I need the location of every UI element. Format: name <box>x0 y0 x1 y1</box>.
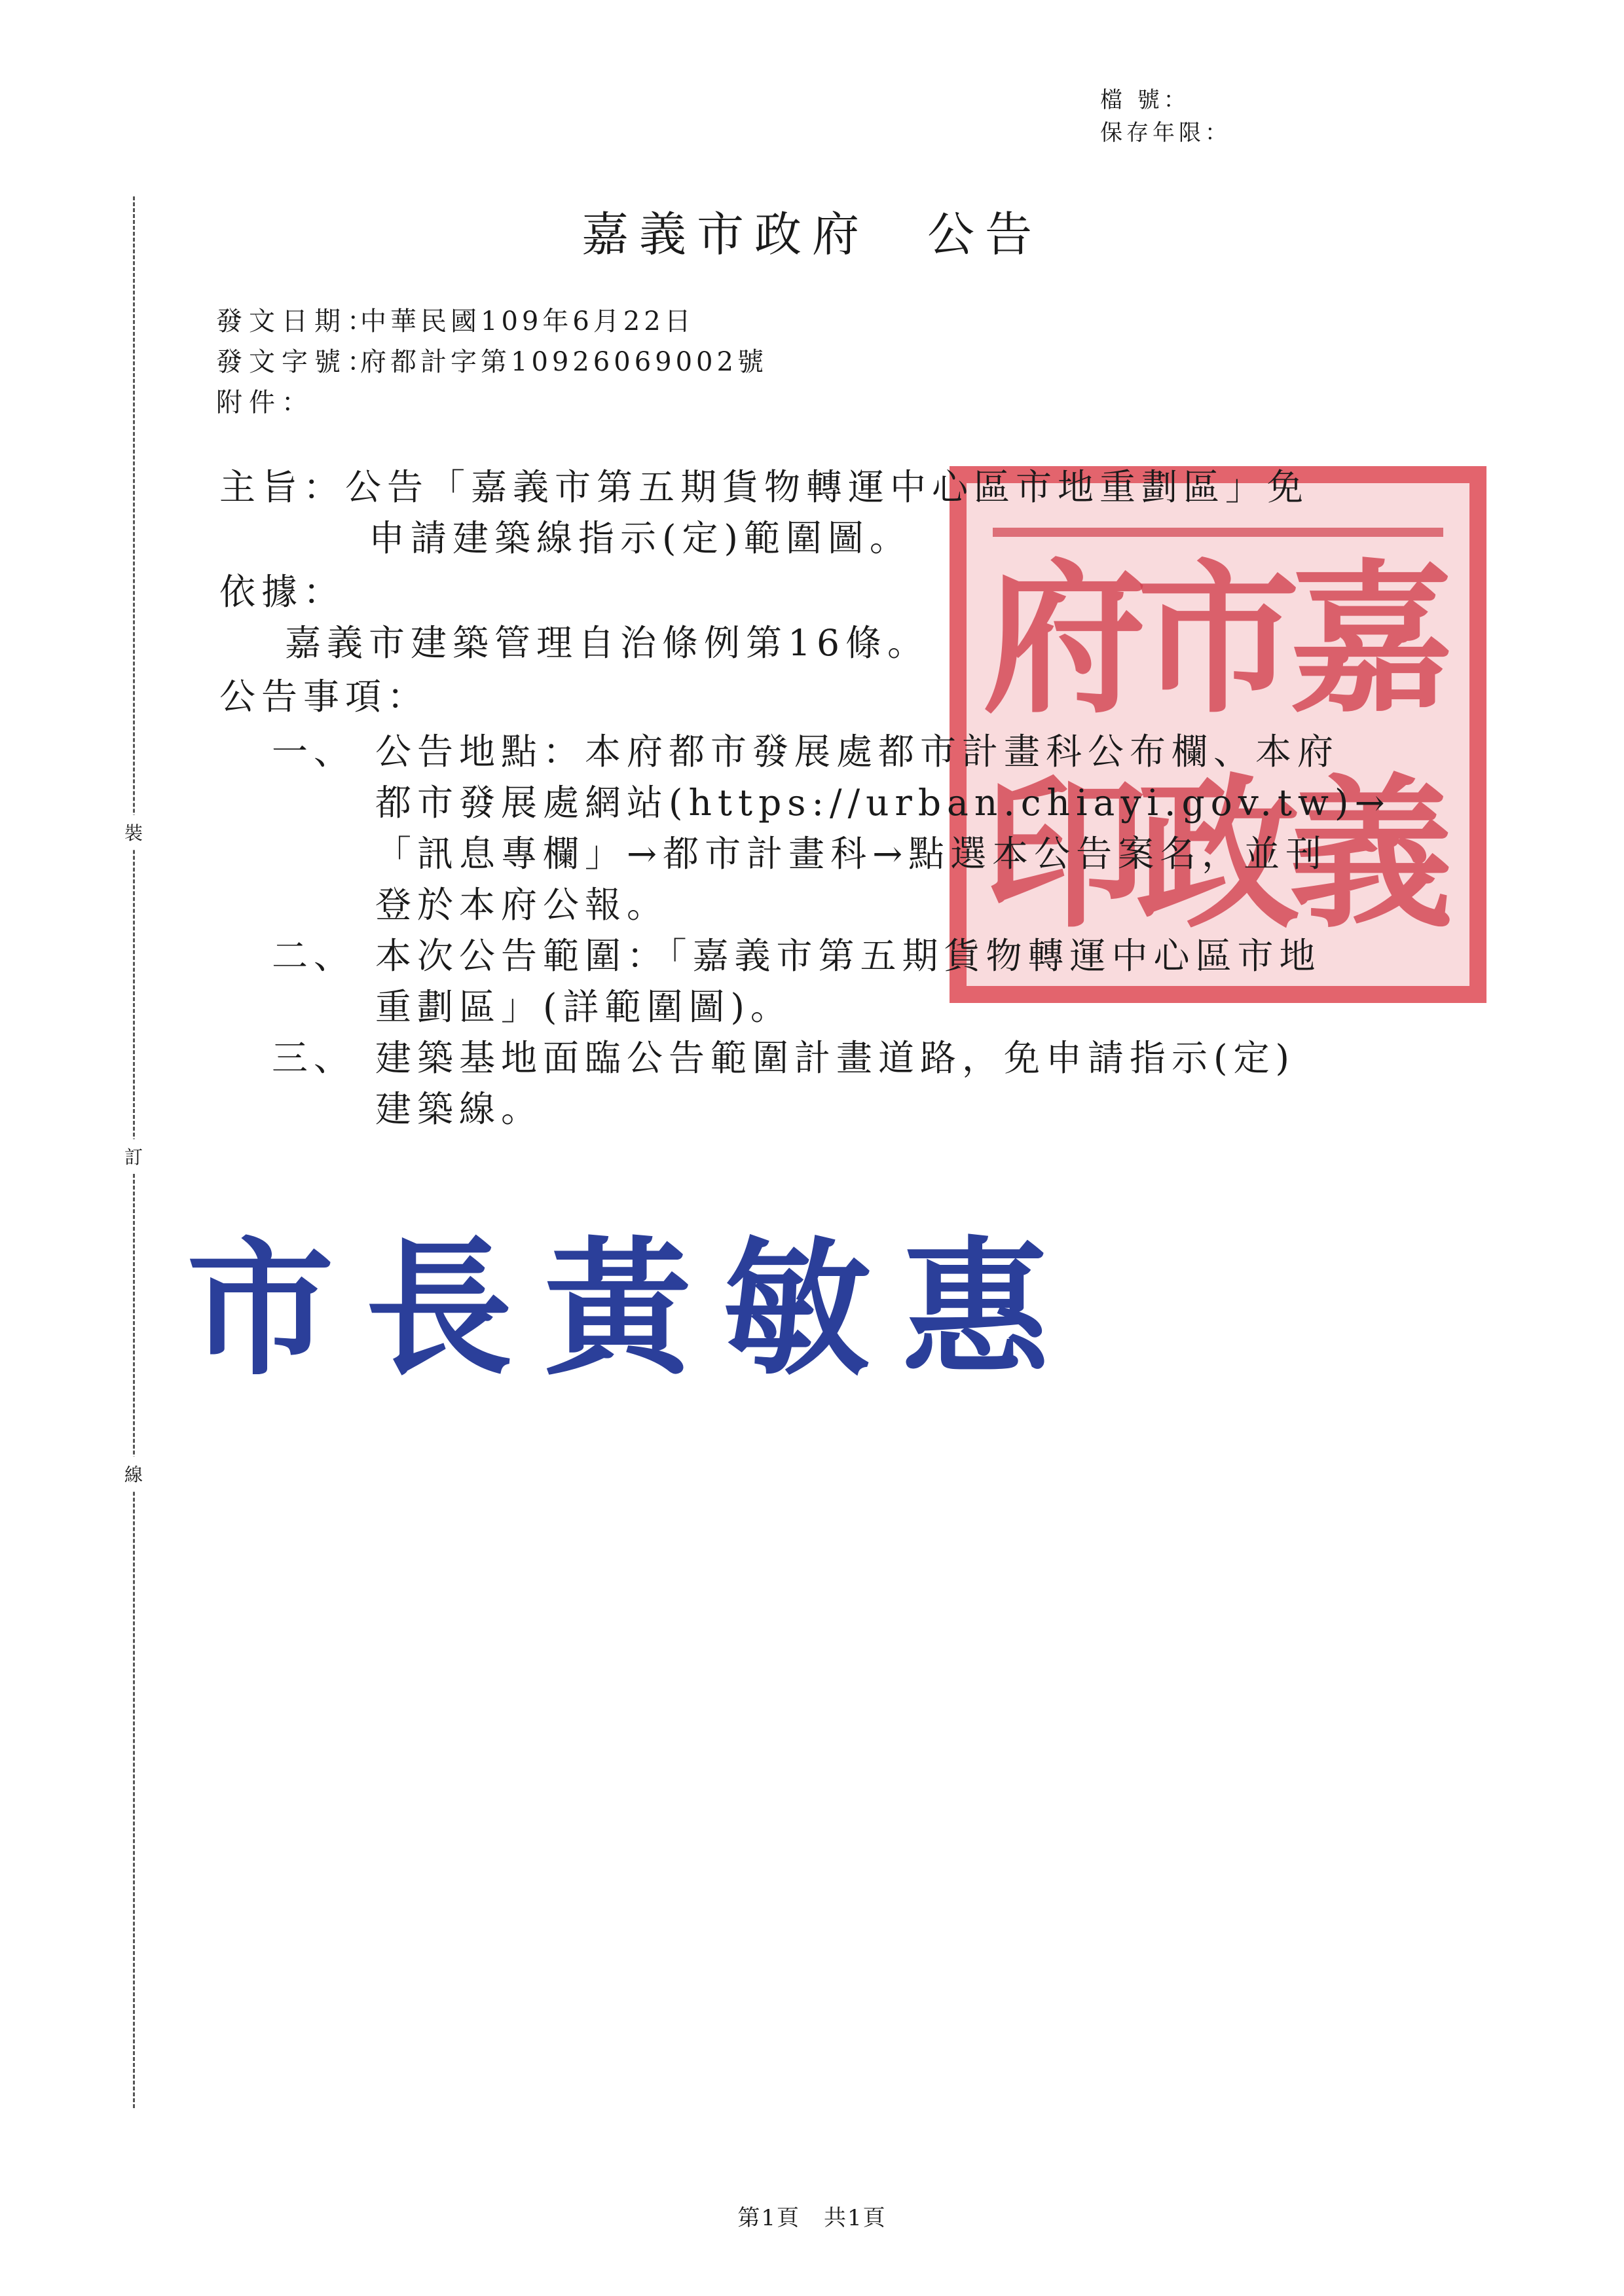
item-line: 「訊息專欄」→都市計畫科→點選本公告案名，並刊 <box>375 833 1328 875</box>
basis-section <box>219 566 929 668</box>
issue-date-label: 發文日期： <box>216 306 380 337</box>
item-line: 本次公告範圍：「嘉義市第五期貨物轉運中心區市地 <box>375 935 1321 977</box>
page-number: 第1頁 共1頁 <box>737 2205 887 2231</box>
item-one <box>219 726 1391 930</box>
binding-mark-xian: 線 <box>120 1457 147 1491</box>
attachment-label: 附件： <box>216 388 314 418</box>
item-line: 重劃區」(詳範圍圖)。 <box>375 986 792 1028</box>
seal-char: 義 <box>1289 759 1453 950</box>
reference-label: 發文字號： <box>216 347 380 377</box>
item-line: 公告地點：本府都市發展處都市計畫科公布欄、本府 <box>375 731 1340 773</box>
seal-char: 嘉 <box>1289 545 1453 735</box>
mayor-signature: 市長黃敏惠 <box>187 1224 1080 1396</box>
item-number: 三、 <box>272 1037 356 1079</box>
item-line: 建築基地面臨公告範圍計畫道路，免申請指示(定) <box>375 1037 1295 1079</box>
basis-label: 依據： <box>219 571 346 613</box>
items-section <box>219 671 1391 1135</box>
attachment-row <box>216 382 360 423</box>
reference-row <box>216 342 767 382</box>
subject-label: 主旨： <box>219 466 346 508</box>
seal-char: 印 <box>983 759 1147 950</box>
document-title: 嘉義市政府 公告 <box>581 207 1043 262</box>
item-line: 都市發展處網站(https://urban.chiayi.gov.tw)→ <box>375 782 1391 824</box>
subject-section <box>219 462 1309 564</box>
retention-label: 保存年限： <box>1100 120 1231 146</box>
basis-text: 嘉義市建築管理自治條例第16條。 <box>285 622 929 664</box>
file-number-label: 檔 號： <box>1100 87 1190 113</box>
item-number: 二、 <box>272 935 356 977</box>
subject-line: 申請建築線指示(定)範圍圖。 <box>369 517 912 559</box>
seal-char: 市 <box>1136 545 1300 735</box>
issue-date-value: 中華民國109年6月22日 <box>360 306 695 337</box>
items-label: 公告事項： <box>219 676 430 718</box>
item-number: 一、 <box>272 731 356 773</box>
reference-value: 府都計字第10926069002號 <box>360 347 767 377</box>
item-line: 登於本府公報。 <box>375 884 669 926</box>
binding-mark-zhuang: 裝 <box>120 815 147 849</box>
issue-date-row <box>216 301 695 342</box>
item-line: 建築線。 <box>375 1088 544 1130</box>
subject-line: 公告「嘉義市第五期貨物轉運中心區市地重劃區」免 <box>345 466 1310 508</box>
item-two <box>219 930 1391 1032</box>
binding-mark-ding: 訂 <box>120 1139 147 1173</box>
item-three <box>219 1032 1391 1135</box>
seal-char: 府 <box>983 545 1147 735</box>
seal-char: 政 <box>1136 759 1300 950</box>
